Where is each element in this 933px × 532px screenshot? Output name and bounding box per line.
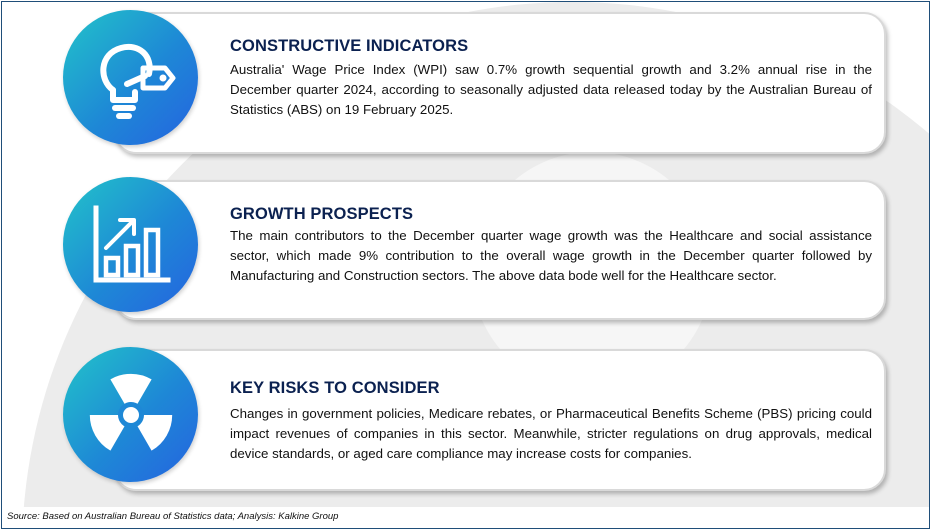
section-text: Australia' Wage Price Index (WPI) saw 0.7% growth sequential growth and 3.2% annual rise in the December quarter 2024, according to seasonally adjusted data released today by the Australian Bureau of Statistics (ABS) on 19 February 2025. bbox=[230, 62, 872, 117]
section-text: The main contributors to the December quarter wage growth was the Healthcare and social assistance sector, which made 9% contribution to the overall wage growth in the December quarter followed by Manufacturing and Construction sectors. The above data bode well for the Healthcare sector. bbox=[230, 228, 872, 283]
section-title: GROWTH PROSPECTS bbox=[230, 205, 414, 223]
radiation-hazard-icon-circle bbox=[63, 347, 198, 482]
lightbulb-tag-icon-circle bbox=[63, 10, 198, 145]
lightbulb-tag-icon bbox=[83, 30, 179, 126]
section-text: Changes in government policies, Medicare rebates, or Pharmaceutical Benefits Scheme (PBS) pricing could impact revenues of companies in this sector. Meanwhile, stricter regulations on drug approvals, medical device standards, or aged care compliance may increase costs for companies. bbox=[230, 406, 872, 461]
section-title: CONSTRUCTIVE INDICATORS bbox=[230, 37, 469, 55]
source-note: Source: Based on Australian Bureau of Statistics data; Analysis: Kalkine Group bbox=[7, 511, 339, 522]
infographic-frame bbox=[1, 1, 930, 529]
bar-chart-growth-icon bbox=[86, 200, 176, 290]
growth-prospects-card bbox=[114, 180, 886, 320]
constructive-indicators-card bbox=[114, 12, 886, 154]
radiation-hazard-icon bbox=[86, 370, 176, 460]
bar-chart-growth-icon-circle bbox=[63, 177, 198, 312]
key-risks-card bbox=[114, 349, 886, 491]
footer bbox=[2, 507, 929, 528]
section-title: KEY RISKS TO CONSIDER bbox=[230, 379, 440, 397]
